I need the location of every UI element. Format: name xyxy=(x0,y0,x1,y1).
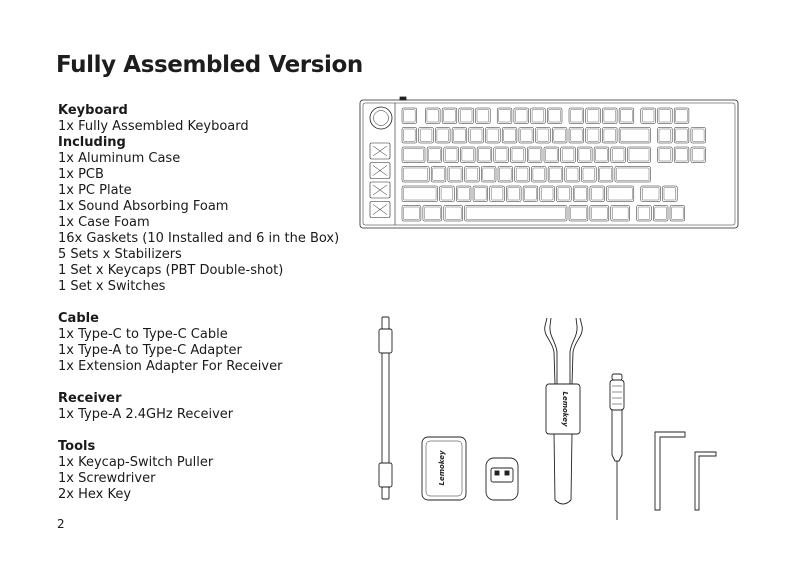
keycap xyxy=(444,147,459,163)
keycap xyxy=(552,128,567,144)
keycap-top xyxy=(537,129,549,142)
keycap xyxy=(602,108,617,124)
keycap xyxy=(459,108,474,124)
keycap-top xyxy=(596,149,608,162)
keycap xyxy=(497,108,512,124)
keycap-top xyxy=(445,149,457,162)
side-key-mark xyxy=(373,166,387,176)
list-item: 1x Screwdriver xyxy=(58,471,156,486)
keycap xyxy=(481,167,496,183)
list-item: 1x Aluminum Case xyxy=(58,151,181,166)
keycap xyxy=(569,108,584,124)
keycap xyxy=(476,108,491,124)
keycap xyxy=(402,186,438,202)
keycap xyxy=(502,128,517,144)
keycap-top xyxy=(621,129,649,142)
keycap xyxy=(691,147,706,163)
keycap-top xyxy=(512,149,524,162)
keycap xyxy=(515,167,530,183)
keycap-top xyxy=(508,188,520,201)
side-key-mark xyxy=(373,146,387,156)
keycap-top xyxy=(676,129,688,142)
keycap-top xyxy=(477,110,489,123)
keycap xyxy=(473,186,488,202)
keycap xyxy=(569,206,588,222)
list-item: 1x PC Plate xyxy=(58,183,132,198)
keycap-top xyxy=(441,188,453,201)
cable-icon xyxy=(379,317,392,499)
keycap xyxy=(427,147,442,163)
keycap xyxy=(594,147,609,163)
keycap-top xyxy=(404,149,424,162)
keycap xyxy=(658,128,673,144)
keycap-top xyxy=(516,168,528,181)
keycap xyxy=(448,167,463,183)
keycap-top xyxy=(676,110,688,123)
keycap xyxy=(425,108,440,124)
keycap xyxy=(674,147,689,163)
keycap xyxy=(531,108,546,124)
keycap xyxy=(402,128,417,144)
section-heading: Including xyxy=(58,135,126,150)
keycap-switch-puller-icon xyxy=(545,318,583,504)
keycap xyxy=(586,108,601,124)
keycap-top xyxy=(587,129,599,142)
keycap-top xyxy=(429,149,441,162)
keycap xyxy=(540,186,555,202)
list-item: 1x Sound Absorbing Foam xyxy=(58,199,229,214)
list-item: 1x Case Foam xyxy=(58,215,150,230)
keycap xyxy=(598,167,613,183)
list-item: 1 Set x Switches xyxy=(58,279,166,294)
keycap xyxy=(498,167,513,183)
keycap xyxy=(494,147,509,163)
keycap-top xyxy=(445,207,461,220)
keycap-top xyxy=(571,207,587,220)
keycap xyxy=(536,128,551,144)
keycap-top xyxy=(612,207,628,220)
keycap xyxy=(619,108,634,124)
keycap xyxy=(628,147,651,163)
keycap-top xyxy=(404,168,428,181)
keycap xyxy=(653,206,668,222)
keycap-top xyxy=(642,188,659,201)
keycap xyxy=(663,186,678,202)
section-heading: Receiver xyxy=(58,391,122,406)
keycap-top xyxy=(621,110,633,123)
keycap xyxy=(544,147,559,163)
keycap xyxy=(419,128,434,144)
keycap xyxy=(561,147,576,163)
keycap xyxy=(569,128,584,144)
keycap xyxy=(490,186,505,202)
keycap xyxy=(547,108,562,124)
keycap-top xyxy=(591,188,603,201)
keycap xyxy=(670,206,685,222)
list-item: 1x Extension Adapter For Receiver xyxy=(58,359,283,374)
keycap-top xyxy=(692,149,704,162)
keycap-top xyxy=(575,188,587,201)
keycap xyxy=(460,147,475,163)
keycap xyxy=(511,147,526,163)
keycap-top xyxy=(529,149,541,162)
page-title: Fully Assembled Version xyxy=(56,52,363,78)
keycap xyxy=(641,186,661,202)
list-item: 1x Type-A to Type-C Adapter xyxy=(58,343,242,358)
keycap-top xyxy=(571,129,583,142)
keycap xyxy=(506,186,521,202)
section-heading: Tools xyxy=(58,439,96,454)
keycap-top xyxy=(532,110,544,123)
list-item: 1x Keycap-Switch Puller xyxy=(58,455,214,470)
keycap xyxy=(423,206,442,222)
keycap-top xyxy=(612,149,624,162)
keycap xyxy=(577,147,592,163)
keycap-top xyxy=(499,110,511,123)
keycap-top xyxy=(659,129,671,142)
keycap xyxy=(531,167,546,183)
keycap xyxy=(514,108,529,124)
usb-receiver-icon xyxy=(486,458,518,500)
keyboard-drawing xyxy=(360,97,738,228)
keycap-top xyxy=(600,168,612,181)
keycap-top xyxy=(404,129,416,142)
keycap xyxy=(465,167,480,183)
keycap-top xyxy=(629,149,649,162)
keycap xyxy=(611,206,630,222)
list-item: 16x Gaskets (10 Installed and 6 in the Box) xyxy=(58,231,340,246)
keycap-top xyxy=(487,129,499,142)
keycap xyxy=(557,186,572,202)
keycap-top xyxy=(466,168,478,181)
keycap-top xyxy=(604,110,616,123)
keycap-top xyxy=(404,207,420,220)
keycap-top xyxy=(549,110,561,123)
keycap-top xyxy=(571,110,583,123)
keycap-top xyxy=(533,168,545,181)
keycap-top xyxy=(616,168,649,181)
keycap-top xyxy=(470,129,482,142)
keycap-top xyxy=(566,168,578,181)
keycap-top xyxy=(437,129,449,142)
keycap xyxy=(615,167,651,183)
keycap xyxy=(590,186,605,202)
keycap-top xyxy=(562,149,574,162)
list-item: 1 Set x Keycaps (PBT Double-shot) xyxy=(58,263,284,278)
keycap-top xyxy=(500,168,512,181)
keycap xyxy=(607,186,634,202)
keycap-top xyxy=(462,149,474,162)
keycap-top xyxy=(659,149,671,162)
keycap-top xyxy=(504,129,516,142)
keycap xyxy=(611,147,626,163)
keycap xyxy=(519,128,534,144)
keycap-top xyxy=(420,129,432,142)
keycap xyxy=(402,167,429,183)
keycap-top xyxy=(642,110,654,123)
extension-adapter-icon xyxy=(422,437,466,500)
keycap-top xyxy=(579,149,591,162)
keycap xyxy=(402,147,425,163)
keycap-top xyxy=(638,207,650,220)
page-number: 2 xyxy=(57,517,65,531)
list-item: 1x Fully Assembled Keyboard xyxy=(58,119,249,134)
keycap xyxy=(674,128,689,144)
keycap xyxy=(477,147,492,163)
keycap-top xyxy=(604,129,616,142)
keycap-top xyxy=(655,207,667,220)
list-item: 1x Type-A 2.4GHz Receiver xyxy=(58,407,234,422)
keycap-top xyxy=(591,207,607,220)
keycap-top xyxy=(404,110,416,123)
keycap-top xyxy=(466,207,565,220)
side-key-mark xyxy=(373,185,387,195)
keycap xyxy=(637,206,652,222)
keycap-top xyxy=(404,188,437,201)
list-item: 2x Hex Key xyxy=(58,487,132,502)
keycap-top xyxy=(520,129,532,142)
keycap-top xyxy=(444,110,456,123)
keycap-top xyxy=(495,149,507,162)
keycap-top xyxy=(554,129,566,142)
keycap-top xyxy=(483,168,495,181)
keycap xyxy=(674,108,689,124)
keycap-top xyxy=(546,149,558,162)
keycap xyxy=(435,128,450,144)
keycap xyxy=(402,108,417,124)
keycap xyxy=(452,128,467,144)
adapter-brand-label: Lemokey xyxy=(438,450,446,486)
keycap-top xyxy=(424,207,440,220)
keycap-top xyxy=(659,110,671,123)
keycap-top xyxy=(558,188,570,201)
keycap-top xyxy=(583,168,595,181)
keycap-top xyxy=(550,168,562,181)
keycap-top xyxy=(460,110,472,123)
keycap-top xyxy=(491,188,503,201)
keycap-top xyxy=(608,188,632,201)
keycap-top xyxy=(692,129,704,142)
keycap xyxy=(456,186,471,202)
keycap xyxy=(691,128,706,144)
keycap xyxy=(602,128,617,144)
keycap xyxy=(658,147,673,163)
keycap xyxy=(402,206,421,222)
keycap-top xyxy=(458,188,470,201)
keycap xyxy=(527,147,542,163)
section-heading: Cable xyxy=(58,311,99,326)
keycap-top xyxy=(515,110,527,123)
list-item: 1x PCB xyxy=(58,167,104,182)
keycap-top xyxy=(676,149,688,162)
hex-key-icon xyxy=(655,432,716,510)
keycap-top xyxy=(454,129,466,142)
keycap xyxy=(641,108,656,124)
keycap xyxy=(658,108,673,124)
keycap xyxy=(486,128,501,144)
list-item: 5 Sets x Stabilizers xyxy=(58,247,182,262)
keycap-top xyxy=(664,188,676,201)
keycap-top xyxy=(479,149,491,162)
keycap-top xyxy=(587,110,599,123)
keycap xyxy=(619,128,650,144)
keycap xyxy=(444,206,463,222)
keycap xyxy=(586,128,601,144)
keycap xyxy=(523,186,538,202)
side-key-mark xyxy=(373,205,387,215)
keycap-top xyxy=(427,110,439,123)
section-heading: Keyboard xyxy=(58,103,128,118)
screwdriver-icon xyxy=(610,374,624,520)
keycap xyxy=(590,206,609,222)
puller-brand-label: Lemokey xyxy=(561,391,569,427)
keycap xyxy=(440,186,455,202)
keycap xyxy=(573,186,588,202)
keycap xyxy=(469,128,484,144)
keycap xyxy=(431,167,446,183)
keycap-top xyxy=(672,207,684,220)
keycap-top xyxy=(475,188,487,201)
keycap-top xyxy=(449,168,461,181)
list-item: 1x Type-C to Type-C Cable xyxy=(58,327,228,342)
keycap xyxy=(465,206,567,222)
keycap-top xyxy=(541,188,553,201)
keycap xyxy=(442,108,457,124)
keycap xyxy=(565,167,580,183)
keycap xyxy=(548,167,563,183)
keycap-top xyxy=(433,168,445,181)
keycap xyxy=(582,167,597,183)
keycap-top xyxy=(525,188,537,201)
